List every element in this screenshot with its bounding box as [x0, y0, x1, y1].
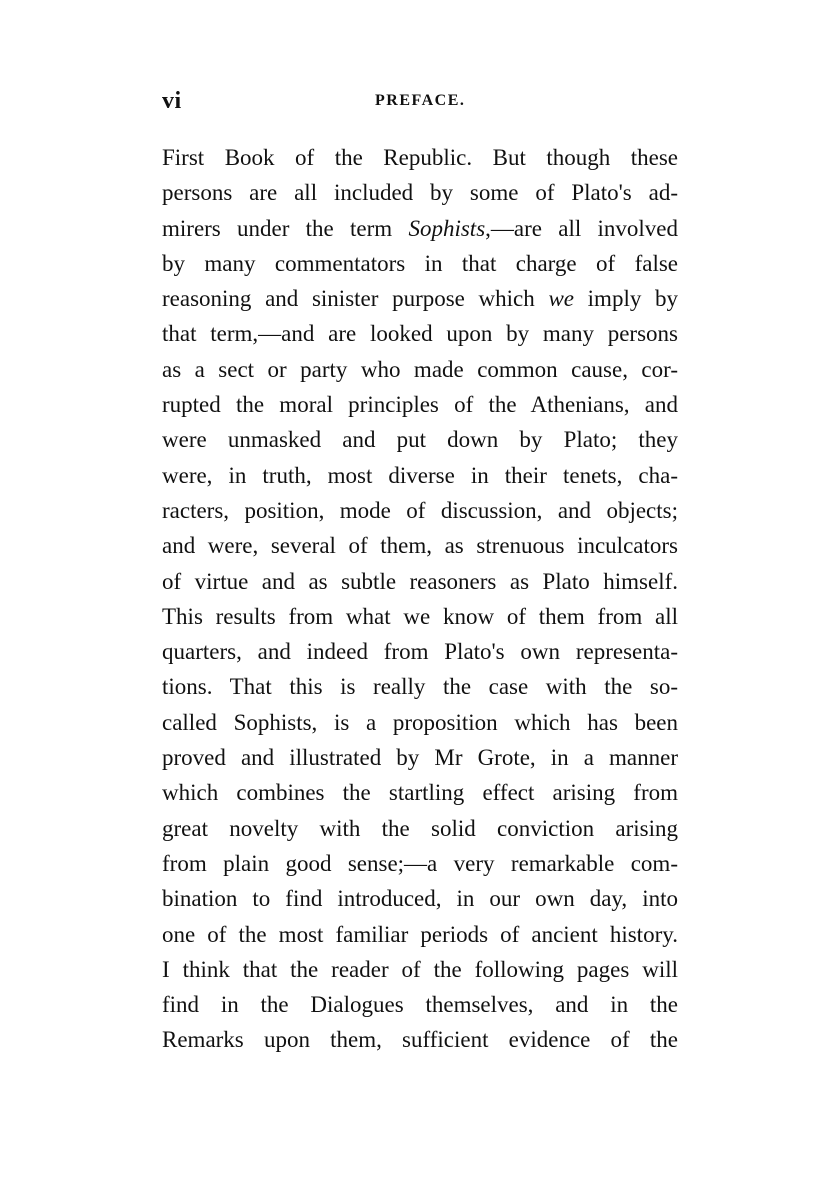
body-text	[162, 140, 678, 1058]
italic-term: we	[548, 286, 574, 312]
text-line: Remarks upon them, sufficient evidence of the	[162, 1027, 678, 1053]
running-title: PREFACE.	[375, 92, 466, 109]
text-line: rupted the moral principles of the Athenians, and	[162, 392, 678, 418]
text-line: were, in truth, most diverse in their tenets, cha-	[162, 462, 678, 488]
text-line: and were, several of them, as strenuous inculcators	[162, 533, 678, 559]
text-fragment: ,—are all involved	[485, 215, 678, 241]
text-line	[162, 211, 678, 246]
text-line: First Book of the Republic. But though these	[162, 145, 678, 170]
text-line: quarters, and indeed from Plato's own representa-	[162, 639, 678, 665]
text-line: one of the most familiar periods of ancient history.	[162, 921, 678, 947]
italic-term: Sophists	[408, 215, 486, 241]
text-line: racters, position, mode of discussion, and objects;	[162, 497, 678, 523]
text-fragment: mirers under the term	[162, 215, 409, 241]
text-line: that term,—and are looked upon by many persons	[162, 321, 678, 347]
page-number: vi	[162, 88, 182, 114]
text-line: great novelty with the solid conviction arising	[162, 815, 678, 841]
text-fragment: reasoning and sinister purpose which	[162, 286, 549, 312]
text-line: were unmasked and put down by Plato; they	[162, 427, 678, 453]
text-line: I think that the reader of the following pages will	[162, 956, 678, 982]
text-line: persons are all included by some of Plato's ad-	[162, 180, 678, 206]
text-line: called Sophists, is a proposition which has been	[162, 709, 678, 735]
running-head	[162, 88, 678, 118]
text-line: as a sect or party who made common cause, cor-	[162, 356, 678, 382]
text-line: by many commentators in that charge of false	[162, 250, 678, 276]
text-line: tions. That this is really the case with the so-	[162, 674, 678, 700]
text-line: which combines the startling effect arising from	[162, 780, 678, 806]
text-line: This results from what we know of them from all	[162, 603, 678, 629]
text-line: from plain good sense;—a very remarkable com-	[162, 850, 678, 876]
text-line: find in the Dialogues themselves, and in the	[162, 992, 678, 1018]
text-line: proved and illustrated by Mr Grote, in a manner	[162, 745, 678, 771]
text-line: of virtue and as subtle reasoners as Plato himself.	[162, 568, 678, 594]
text-line: bination to find introduced, in our own day, into	[162, 886, 678, 912]
text-line	[162, 281, 678, 316]
text-fragment: imply by	[574, 286, 678, 312]
